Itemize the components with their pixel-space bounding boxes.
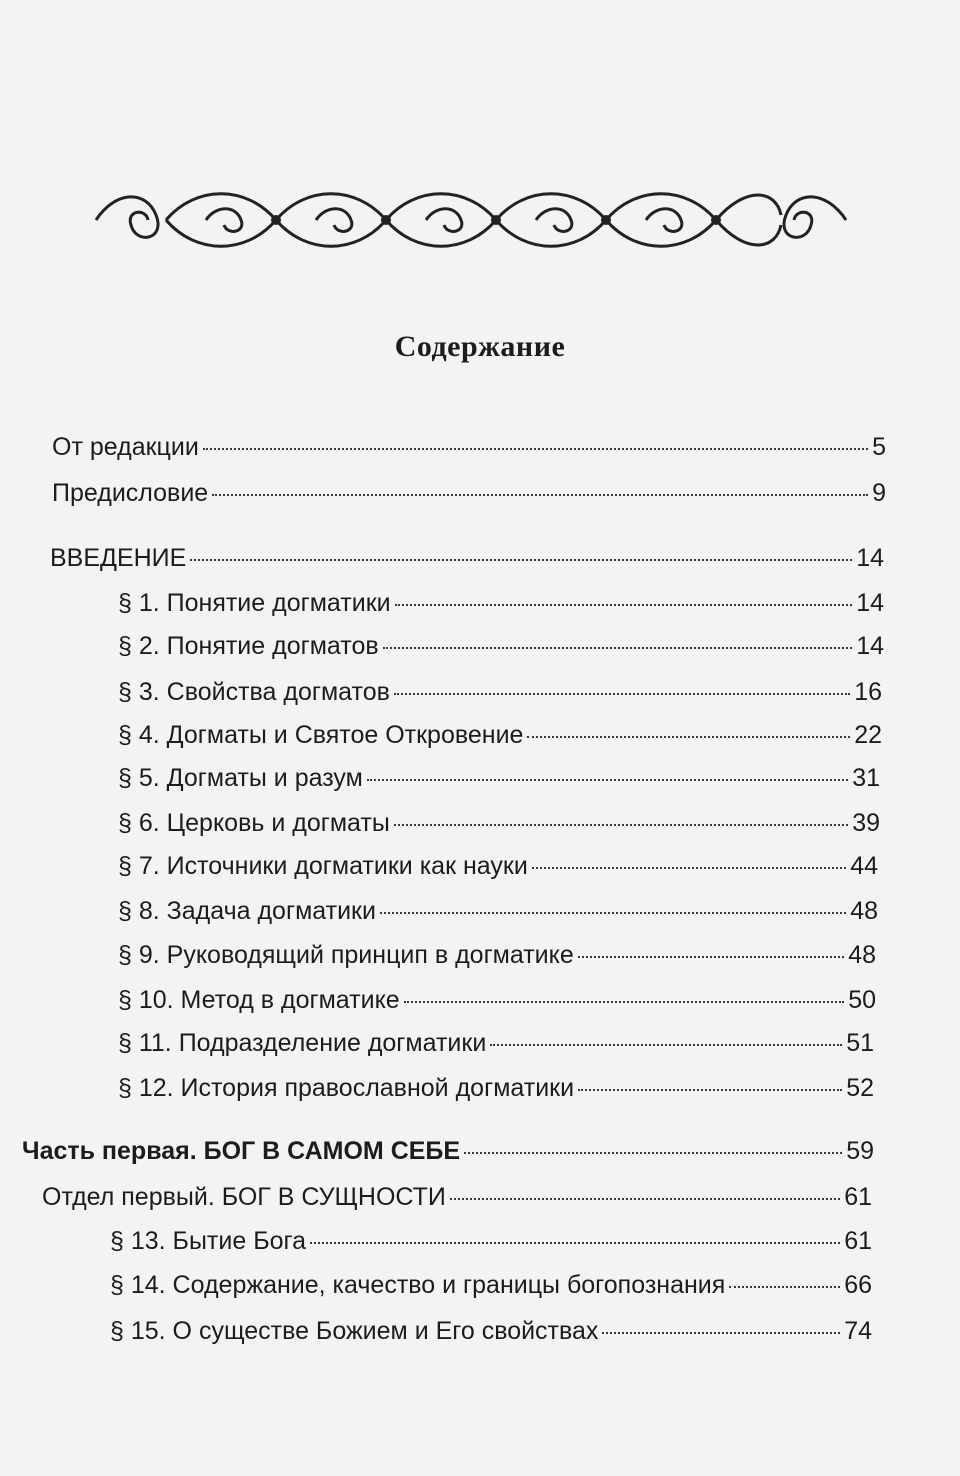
entry-page: 50	[848, 986, 876, 1014]
toc-entry	[118, 1028, 874, 1058]
entry-label: Часть первая. БОГ В САМОМ СЕБЕ	[22, 1137, 461, 1165]
toc-entry	[110, 1316, 872, 1346]
entry-page: 52	[846, 1074, 874, 1102]
entry-page: 14	[856, 632, 884, 660]
entry-page: 39	[852, 809, 880, 837]
entry-label: § 2. Понятие догматов	[118, 632, 379, 660]
entry-page: 48	[850, 897, 878, 925]
toc-entry	[118, 808, 880, 838]
leader-dots	[450, 1198, 840, 1200]
entry-page: 74	[844, 1317, 872, 1345]
leader-dots	[578, 956, 844, 958]
entry-page: 5	[872, 433, 886, 461]
toc-entry	[110, 1270, 872, 1300]
entry-page: 51	[846, 1029, 874, 1057]
toc-entry	[118, 985, 876, 1015]
entry-label: § 6. Церковь и догматы	[118, 809, 390, 837]
entry-page: 22	[854, 721, 882, 749]
leader-dots	[380, 912, 846, 914]
entry-page: 59	[846, 1137, 874, 1165]
entry-label: § 3. Свойства догматов	[118, 678, 390, 706]
toc-entry	[52, 478, 886, 508]
entry-label: Отдел первый. БОГ В СУЩНОСТИ	[42, 1183, 446, 1211]
entry-label: § 8. Задача догматики	[118, 897, 376, 925]
leader-dots	[395, 604, 853, 606]
leader-dots	[190, 559, 852, 561]
entry-label: ВВЕДЕНИЕ	[50, 544, 187, 572]
entry-label: § 7. Источники догматики как науки	[118, 852, 528, 880]
entry-label: § 9. Руководящий принцип в догматике	[118, 941, 574, 969]
toc-entry	[118, 631, 884, 661]
toc-entry-part	[22, 1136, 874, 1166]
leader-dots	[532, 867, 846, 869]
entry-page: 44	[850, 852, 878, 880]
entry-label: § 15. О существе Божием и Его свойствах	[110, 1317, 599, 1345]
leader-dots	[404, 1001, 844, 1003]
entry-label: § 5. Догматы и разум	[118, 764, 363, 792]
entry-label: От редакции	[52, 433, 199, 461]
toc-entry	[52, 432, 886, 462]
entry-label: Предисловие	[52, 479, 209, 507]
entry-label: § 1. Понятие догматики	[118, 589, 391, 617]
toc-entry-section	[42, 1182, 872, 1212]
leader-dots	[578, 1089, 842, 1091]
entry-label: § 10. Метод в догматике	[118, 986, 400, 1014]
leader-dots	[394, 693, 850, 695]
leader-dots	[464, 1152, 842, 1154]
entry-page: 61	[844, 1183, 872, 1211]
entry-page: 16	[854, 678, 882, 706]
toc-entry	[118, 677, 882, 707]
leader-dots	[729, 1286, 840, 1288]
entry-page: 14	[856, 544, 884, 572]
entry-label: § 13. Бытие Бога	[110, 1227, 306, 1255]
toc-entry	[118, 720, 882, 750]
entry-label: § 12. История православной догматики	[118, 1074, 575, 1102]
toc-entry	[118, 851, 878, 881]
leader-dots	[367, 779, 848, 781]
toc-entry	[118, 940, 876, 970]
leader-dots	[383, 647, 853, 649]
entry-page: 48	[848, 941, 876, 969]
entry-label: § 11. Подразделение догматики	[118, 1029, 487, 1057]
leader-dots	[490, 1044, 842, 1046]
toc-entry	[50, 543, 884, 573]
leader-dots	[203, 448, 868, 450]
leader-dots	[394, 824, 848, 826]
entry-page: 31	[852, 764, 880, 792]
leader-dots	[310, 1242, 840, 1244]
entry-page: 61	[844, 1227, 872, 1255]
toc-entry	[118, 896, 878, 926]
toc-entry	[118, 588, 884, 618]
toc-entry	[110, 1226, 872, 1256]
leader-dots	[212, 494, 868, 496]
toc-title: Содержание	[394, 330, 566, 363]
toc-entry	[118, 1073, 874, 1103]
entry-label: § 4. Догматы и Святое Откровение	[118, 721, 524, 749]
leader-dots	[527, 736, 850, 738]
toc-entry	[118, 763, 880, 793]
entry-page: 66	[844, 1271, 872, 1299]
entry-label: § 14. Содержание, качество и границы богопознания	[110, 1271, 726, 1299]
entry-page: 14	[856, 589, 884, 617]
ornament-border-icon	[76, 170, 866, 270]
entry-page: 9	[872, 479, 886, 507]
leader-dots	[602, 1332, 840, 1334]
